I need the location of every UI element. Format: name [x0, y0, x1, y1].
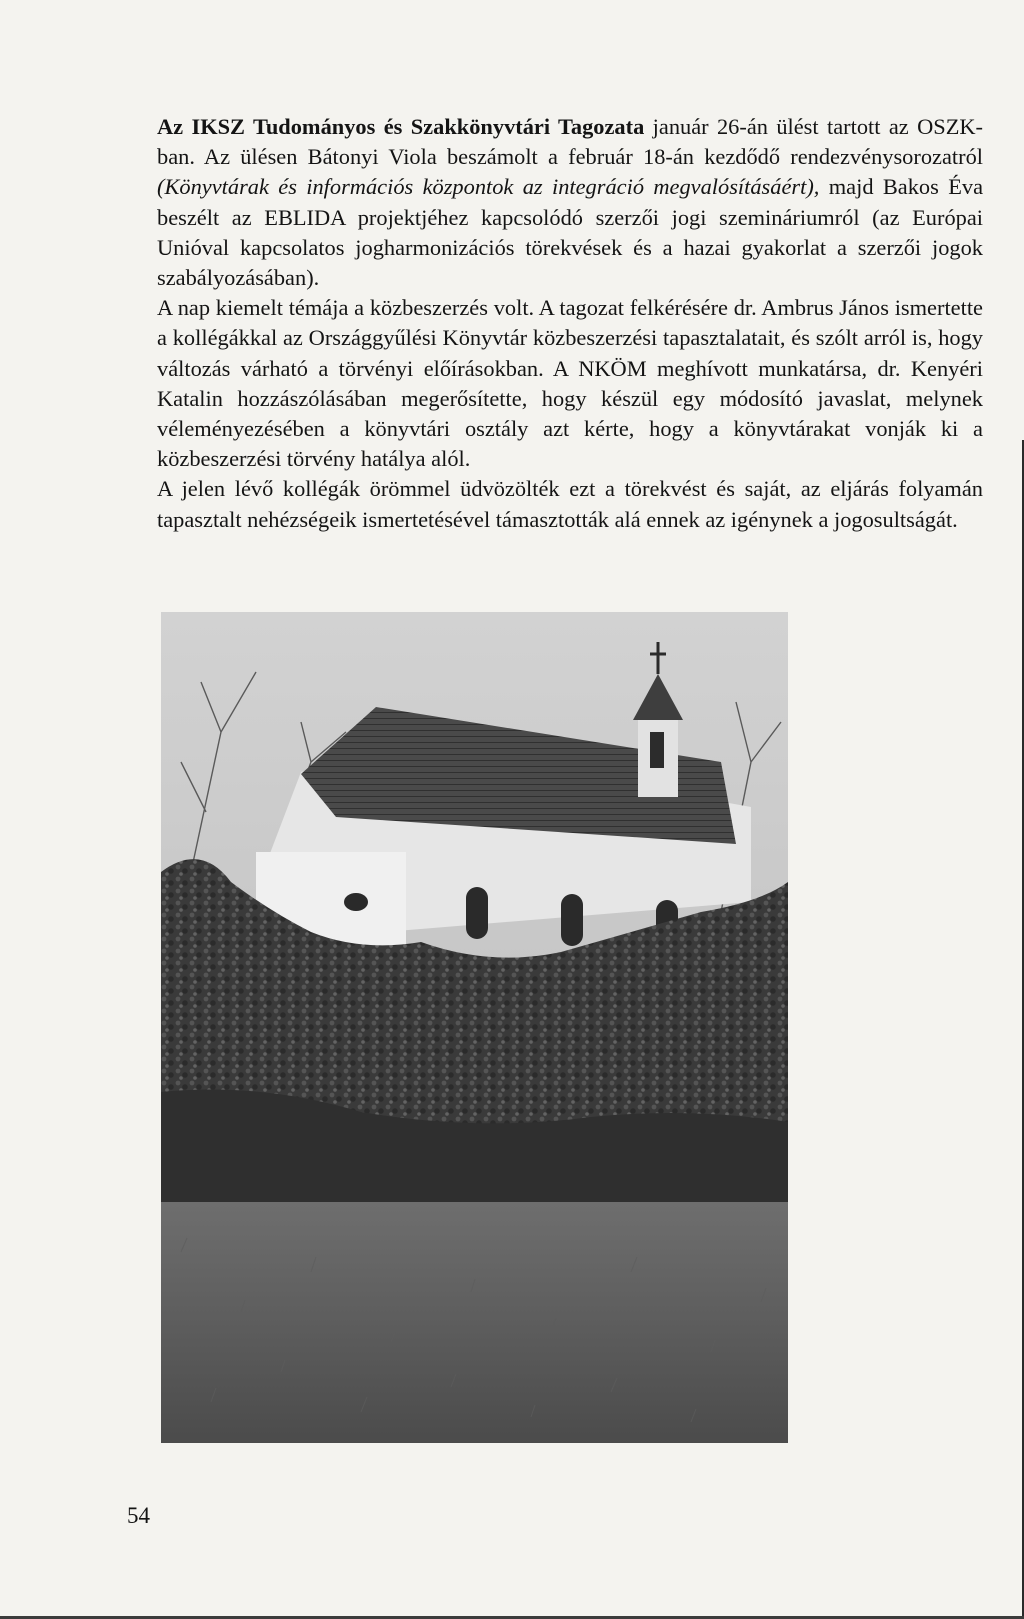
- paragraph-1-text-a: január 26-án ülést tartott az OSZK-ban. Az ülésen Bátonyi Viola beszámolt a február 18-án kezdődő rendezvénysorozatról: [157, 114, 983, 170]
- paragraph-1-text-b: majd Bakos Éva beszélt az EBLIDA projektjéhez kapcsolódó szerzői jogi szemináriumról (az Európai Unióval kapcsolatos jogharmonizációs törekvések és a hazai gyakorlat a szerzői jogok szabályozásában).: [157, 174, 984, 291]
- church-photo-illustration: [161, 612, 788, 1443]
- article-body: [157, 112, 983, 535]
- page-number: 54: [127, 1503, 150, 1528]
- paragraph-1: [157, 112, 983, 293]
- organization-name: Az IKSZ Tudományos és Szakkönyvtári Tagozata: [157, 114, 645, 139]
- paragraph-3: A jelen lévő kollégák örömmel üdvözölték ezt a törekvést és saját, az eljárás folyamán tapasztalt nehézségeik ismertetésével támasztották alá ennek az igénynek a jogosultságát.: [157, 476, 983, 532]
- event-title: (Könyvtárak és információs központok az integráció megvalósításáért),: [157, 174, 820, 200]
- church-photograph: [161, 612, 788, 1443]
- paragraph-2: A nap kiemelt témája a közbeszerzés volt. A tagozat felkérésére dr. Ambrus János ismertette a kollégákkal az Országgyűlési Könyvtár közbeszerzési tapasztalatait, és szólt arról is, hogy változás várható a törvényi előírásokban. A NKÖM meghívott munkatársa, dr. Kenyéri Katalin hozzászólásában megerősítette, hogy készül egy módosító javaslat, melynek véleményezésében a könyvtári osztály azt kérte, hogy a könyvtárakat vonják ki a közbeszerzési törvény hatálya alól.: [157, 295, 983, 472]
